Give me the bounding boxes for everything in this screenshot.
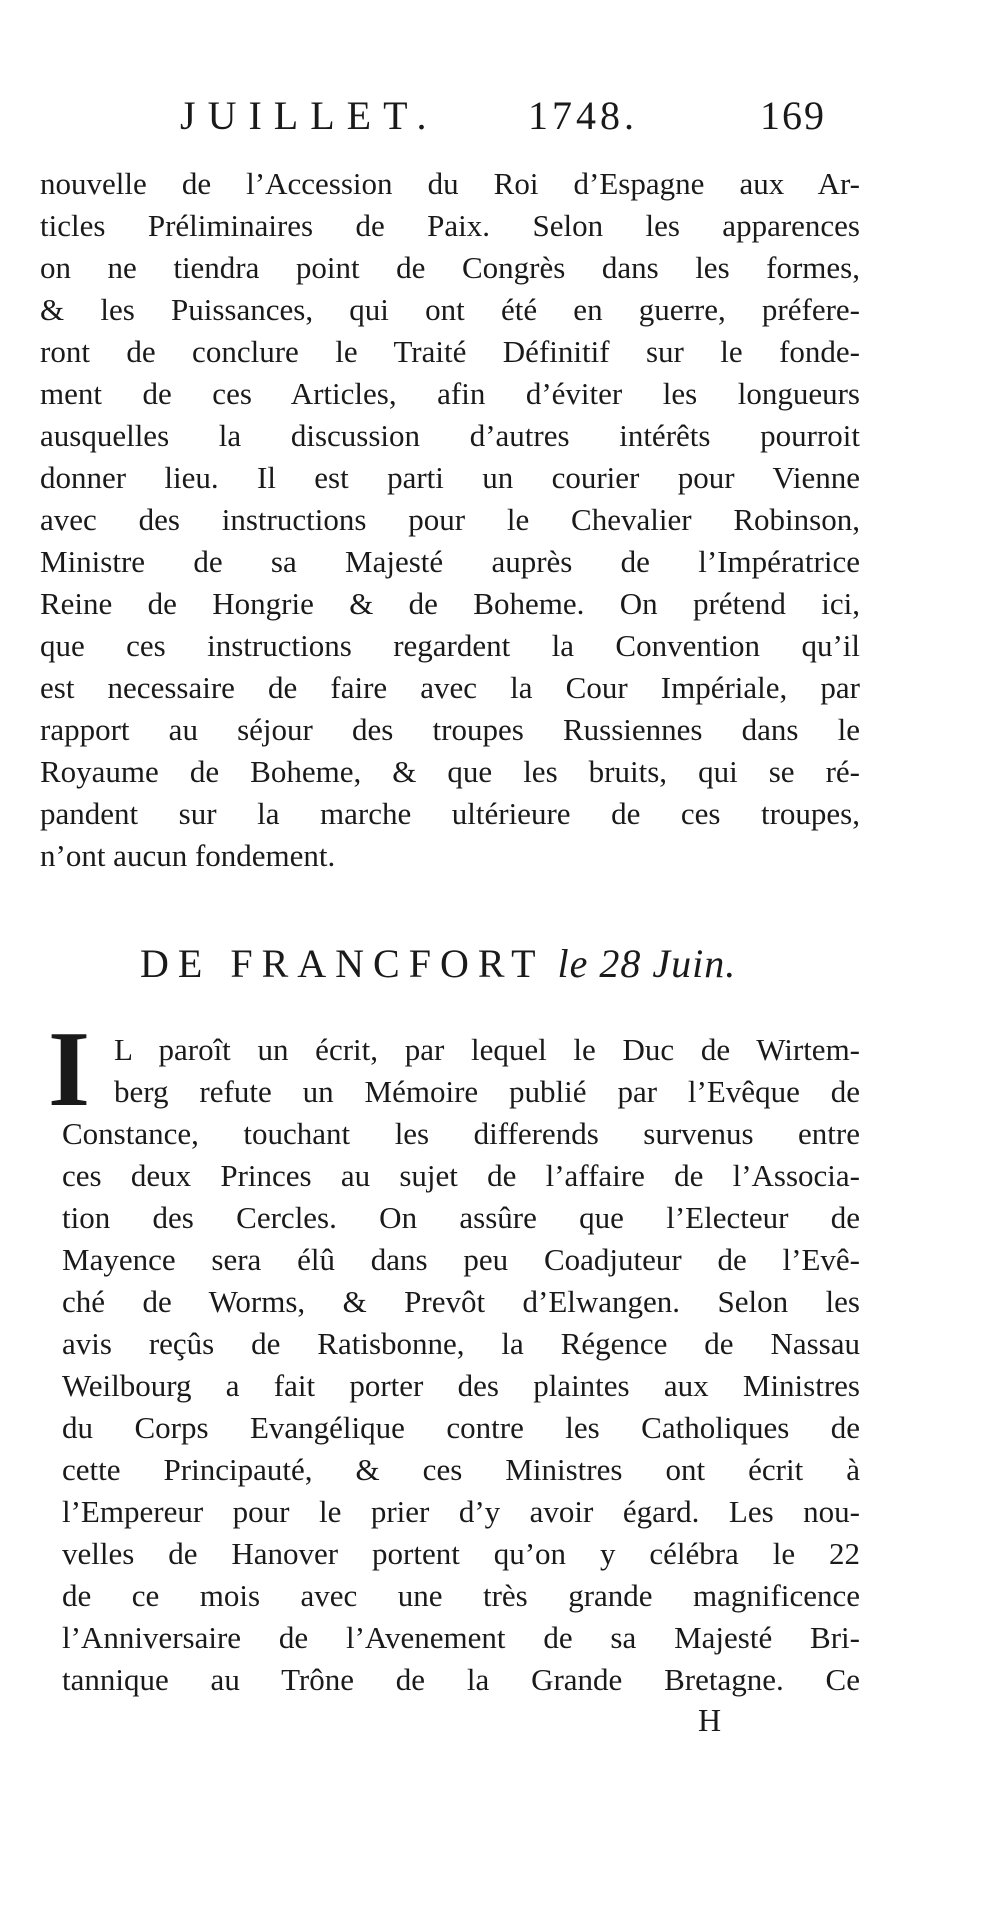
running-head-month: JUILLET. (180, 93, 439, 138)
text-line: avec des instructions pour le Chevalier Robinson, (40, 502, 860, 537)
text-line: berg refute un Mémoire publié par l’Evêque de (114, 1074, 860, 1109)
text-line: ticles Préliminaires de Paix. Selon les apparences (40, 208, 860, 243)
text-line: on ne tiendra point de Congrès dans les formes, (40, 250, 860, 285)
text-line: ché de Worms, & Prevôt d’Elwangen. Selon les (62, 1284, 860, 1319)
text-line: L paroît un écrit, par lequel le Duc de Wirtem- (114, 1032, 860, 1067)
text-line: & les Puissances, qui ont été en guerre, préfere- (40, 292, 860, 327)
text-line: cette Principauté, & ces Ministres ont écrit à (62, 1452, 860, 1487)
text-line: ausquelles la discussion d’autres intérêts pourroit (40, 418, 860, 453)
dateline-city: DE FRANCFORT (140, 941, 545, 986)
dateline-heading (140, 940, 800, 987)
text-line: donner lieu. Il est parti un courier pour Vienne (40, 460, 860, 495)
text-line: Royaume de Boheme, & que les bruits, qui se ré- (40, 754, 860, 789)
signature-mark: H (698, 1702, 722, 1738)
text-line: pandent sur la marche ultérieure de ces troupes, (40, 796, 860, 831)
text-line: n’ont aucun fondement. (40, 838, 336, 873)
text-line: ront de conclure le Traité Définitif sur le fonde- (40, 334, 860, 369)
text-line: rapport au séjour des troupes Russiennes dans le (40, 712, 860, 747)
running-head (180, 92, 840, 142)
page-number: 169 (760, 93, 826, 138)
text-line: ment de ces Articles, afin d’éviter les longueurs (40, 376, 860, 411)
text-line: l’Anniversaire de l’Avenement de sa Majesté Bri- (62, 1620, 860, 1655)
text-line: l’Empereur pour le prier d’y avoir égard. Les nou- (62, 1494, 860, 1529)
text-line: ces deux Princes au sujet de l’affaire de l’Associa- (62, 1158, 860, 1193)
text-line: de ce mois avec une très grande magnificence (62, 1578, 860, 1613)
text-line: Mayence sera élû dans peu Coadjuteur de l’Evê- (62, 1242, 860, 1277)
text-line: tannique au Trône de la Grande Bretagne. Ce (62, 1662, 860, 1697)
text-line: Weilbourg a fait porter des plaintes aux Ministres (62, 1368, 860, 1403)
dateline-date: le 28 Juin. (557, 941, 737, 986)
text-line: velles de Hanover portent qu’on y célébra le 22 (62, 1536, 860, 1571)
running-head-year: 1748. (528, 93, 638, 138)
text-line: Ministre de sa Majesté auprès de l’Impératrice (40, 544, 860, 579)
drop-cap: I (48, 1010, 91, 1129)
text-line: avis reçûs de Ratisbonne, la Régence de Nassau (62, 1326, 860, 1361)
text-line: du Corps Evangélique contre les Catholiques de (62, 1410, 860, 1445)
text-line: que ces instructions regardent la Convention qu’il (40, 628, 860, 663)
text-line: tion des Cercles. On assûre que l’Electeur de (62, 1200, 860, 1235)
text-line: nouvelle de l’Accession du Roi d’Espagne aux Ar- (40, 166, 860, 201)
text-line: est necessaire de faire avec la Cour Impériale, par (40, 670, 860, 705)
text-line: Constance, touchant les differends survenus entre (62, 1116, 860, 1151)
text-line: Reine de Hongrie & de Boheme. On prétend ici, (40, 586, 860, 621)
